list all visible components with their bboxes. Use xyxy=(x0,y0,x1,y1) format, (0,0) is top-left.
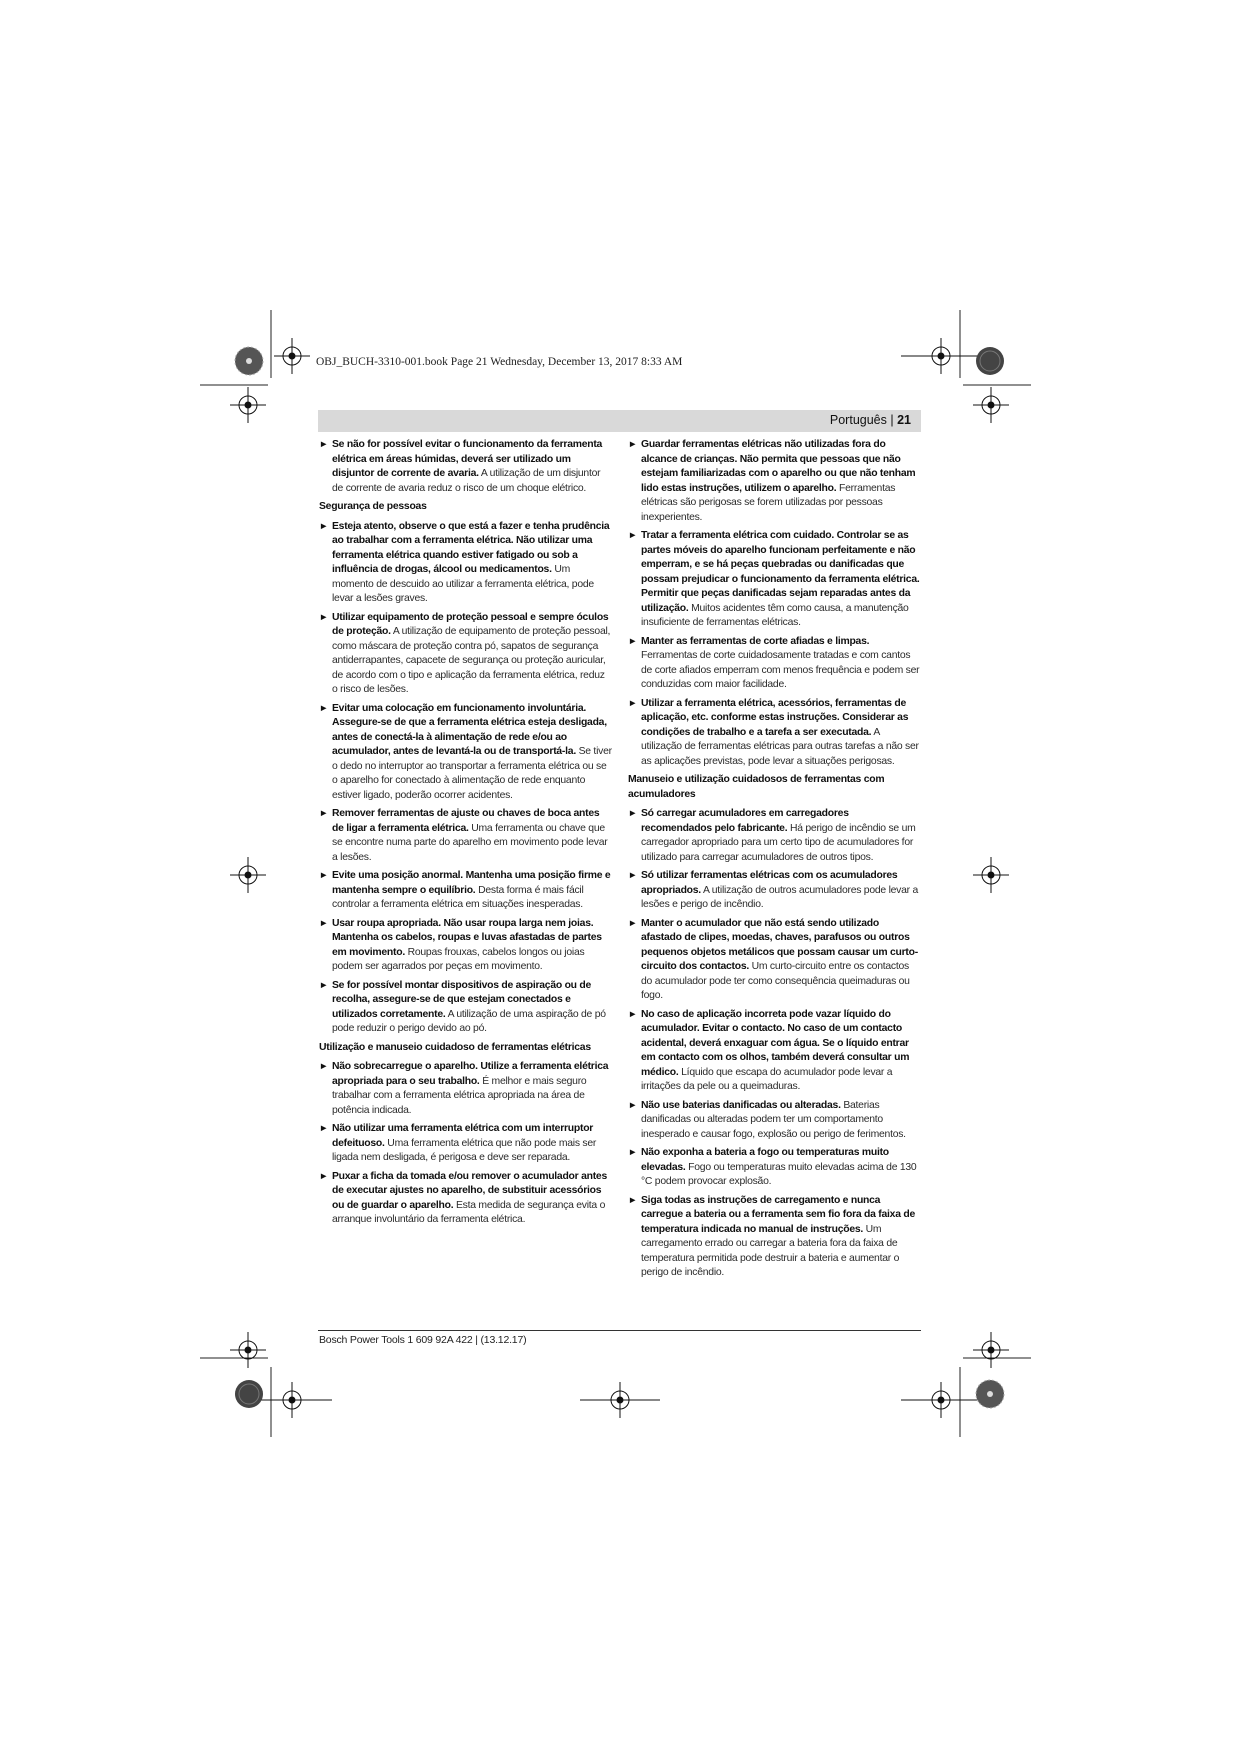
list-item xyxy=(628,438,921,525)
bullet-arrow-icon: ► xyxy=(628,635,638,647)
item-lead: Manter as ferramentas de corte afiadas e limpas. xyxy=(641,635,870,647)
bullet-arrow-icon: ► xyxy=(628,870,638,881)
bullet-arrow-icon: ► xyxy=(628,1008,638,1020)
item-body: A utilização de uma aspiração de pó pode reduzir o perigo devido ao pó. xyxy=(332,1008,606,1034)
list-item xyxy=(319,1122,612,1166)
bullet-arrow-icon: ► xyxy=(628,1147,638,1158)
bullet-arrow-icon: ► xyxy=(628,697,638,709)
bullet-arrow-icon: ► xyxy=(628,439,638,450)
list-item xyxy=(628,1194,921,1281)
list-item xyxy=(319,438,612,496)
header-separator: | xyxy=(890,413,894,427)
item-body: A utilização de outros acumuladores pode levar a lesões e perigo de incêndio. xyxy=(641,884,919,910)
list-item xyxy=(628,807,921,865)
list-item xyxy=(628,917,921,1004)
item-lead: Esteja atento, observe o que está a fazer e tenha prudência ao trabalhar com a ferramenta elétrica. Não utilizar uma ferramenta elétrica quando estiver fatigado ou sob a influência de drogas, álcool ou medicamentos. xyxy=(332,520,610,575)
list-item xyxy=(319,611,612,698)
bullet-arrow-icon: ► xyxy=(319,702,329,714)
list-item xyxy=(628,869,921,913)
bullet-arrow-icon: ► xyxy=(628,530,638,541)
item-body: Um carregamento errado ou carregar a bateria fora da faixa de temperatura permitida pode destruir a bateria e aumentar o perigo de incêndio. xyxy=(641,1223,900,1278)
bullet-arrow-icon: ► xyxy=(628,1194,638,1206)
item-lead: Manter o acumulador que não está sendo utilizado afastado de clipes, moedas, chaves, parafusos ou outros pequenos objetos metálicos que possam causar um curto-circuito dos contactos. xyxy=(641,917,918,972)
item-lead: Só carregar acumuladores em carregadores recomendados pelo fabricante. xyxy=(641,808,849,834)
page-footer: Bosch Power Tools 1 609 92A 422 | (13.12.17) xyxy=(319,1334,527,1346)
item-lead: Só utilizar ferramentas elétricas com os acumuladores apropriados. xyxy=(641,870,898,896)
item-body: Um momento de descuido ao utilizar a ferramenta elétrica, pode levar a lesões graves. xyxy=(332,564,594,604)
item-body: Ferramentas elétricas são perigosas se forem utilizadas por pessoas inexperientes. xyxy=(641,482,896,523)
item-body: Líquido que escapa do acumulador pode levar a irritações da pele ou a queimaduras. xyxy=(641,1066,893,1092)
bullet-arrow-icon: ► xyxy=(319,611,329,623)
item-body: Desta forma é mais fácil controlar a ferramenta elétrica em situações inesperadas. xyxy=(332,884,584,910)
bullet-arrow-icon: ► xyxy=(319,1061,329,1072)
header-language: Português xyxy=(829,413,887,427)
item-lead: Não use baterias danificadas ou alteradas. xyxy=(641,1099,841,1111)
list-item xyxy=(628,1008,921,1095)
item-body: A utilização de ferramentas elétricas para outras tarefas a não ser as aplicações previstas, pode levar a situações perigosas. xyxy=(641,726,919,767)
bullet-arrow-icon: ► xyxy=(319,439,329,450)
bullet-arrow-icon: ► xyxy=(628,917,638,929)
item-lead: Puxar a ficha da tomada e/ou remover o acumulador antes de executar ajustes no aparelho, de substituir acessórios ou de guardar o aparelho. xyxy=(332,1170,607,1211)
item-body: Roupas frouxas, cabelos longos ou joias podem ser agarrados por peças em movimento. xyxy=(332,946,585,972)
bullet-arrow-icon: ► xyxy=(319,520,329,532)
section-heading: Manuseio e utilização cuidadosos de ferramentas com acumuladores xyxy=(628,774,885,800)
item-lead: Siga todas as instruções de carregamento e nunca carregue a bateria ou a ferramenta sem fio fora da faixa de temperatura indicada no manual de instruções. xyxy=(641,1194,915,1235)
item-lead: Tratar a ferramenta elétrica com cuidado. Controlar se as partes móveis do aparelho funcionam perfeitamente e não emperram, e se há peças quebradas ou danificadas que possam prejudicar o funcionamento da ferramenta elétrica. Permitir que peças danificadas sejam reparadas antes da utilização. xyxy=(641,530,920,614)
item-lead: Evitar uma colocação em funcionamento involuntária. Assegure-se de que a ferramenta elétrica esteja desligada, antes de conectá-la à alimentação de rede e/ou ao acumulador, antes de levantá-la ou de transportá-la. xyxy=(332,702,607,757)
bullet-arrow-icon: ► xyxy=(628,1099,638,1111)
item-lead: Se for possível montar dispositivos de aspiração ou de recolha, assegure-se de que estejam conectados e utilizados corretamente. xyxy=(332,979,592,1020)
list-item xyxy=(628,635,921,693)
item-body: Há perigo de incêndio se um carregador apropriado para um certo tipo de acumuladores for utilizado para carregar acumuladores de outros tipos. xyxy=(641,822,916,863)
item-lead: Guardar ferramentas elétricas não utilizadas fora do alcance de crianças. Não permita que pessoas que não estejam familiarizadas com o aparelho ou que não tenham lido estas instruções, utilizem o aparelho. xyxy=(641,439,916,494)
item-lead: Se não for possível evitar o funcionamento da ferramenta elétrica em áreas húmidas, deverá ser utilizado um disjuntor de corrente de avaria. xyxy=(332,439,603,479)
item-lead: Não sobrecarregue o aparelho. Utilize a ferramenta elétrica apropriada para o seu trabalho. xyxy=(332,1061,609,1087)
list-item xyxy=(319,702,612,804)
section-heading: Segurança de pessoas xyxy=(319,501,427,512)
list-item xyxy=(628,697,921,770)
bullet-arrow-icon: ► xyxy=(319,870,329,881)
bullet-arrow-icon: ► xyxy=(628,808,638,819)
item-body: Muitos acidentes têm como causa, a manutenção insuficiente de ferramentas elétricas. xyxy=(641,602,909,628)
left-column xyxy=(319,438,612,1232)
item-body: Ferramentas de corte cuidadosamente tratadas e com cantos de corte afiados emperram com menos frequência e podem ser conduzidas com maior facilidade. xyxy=(641,650,920,690)
item-body: Se tiver o dedo no interruptor ao transportar a ferramenta elétrica ou se o aparelho for conectado à alimentação de rede enquanto estiver ligado, poderão ocorrer acidentes. xyxy=(332,746,612,801)
list-item xyxy=(319,917,612,975)
item-body: Baterias danificadas ou alteradas podem ter um comportamento inesperado e causar fogo, explosão ou perigo de ferimentos. xyxy=(641,1099,906,1140)
list-item xyxy=(628,1099,921,1143)
list-item xyxy=(319,520,612,607)
item-body: Um curto-circuito entre os contactos do acumulador pode ter como consequência queimaduras ou fogo. xyxy=(641,961,910,1001)
list-item xyxy=(319,807,612,865)
item-lead: Utilizar equipamento de proteção pessoal e sempre óculos de proteção. xyxy=(332,611,609,637)
item-body: Fogo ou temperaturas muito elevadas acima de 130 °C podem provocar explosão. xyxy=(641,1161,917,1187)
right-column xyxy=(628,438,921,1285)
section-heading: Utilização e manuseio cuidadoso de ferramentas elétricas xyxy=(319,1041,591,1053)
item-lead: No caso de aplicação incorreta pode vazar líquido do acumulador. Evitar o contacto. No caso de um contacto acidental, deverá enxaguar com água. Se o líquido entrar em contacto com os olhos, também deverá consultar um médico. xyxy=(641,1008,910,1078)
item-lead: Remover ferramentas de ajuste ou chaves de boca antes de ligar a ferramenta elétrica. xyxy=(332,808,600,834)
item-lead: Não utilizar uma ferramenta elétrica com um interruptor defeituoso. xyxy=(332,1123,594,1149)
bullet-arrow-icon: ► xyxy=(319,979,329,991)
list-item xyxy=(319,1170,612,1228)
running-header xyxy=(830,413,911,427)
print-slug: OBJ_BUCH-3310-001.book Page 21 Wednesday, December 13, 2017 8:33 AM xyxy=(316,356,683,368)
bullet-arrow-icon: ► xyxy=(319,808,329,819)
list-item xyxy=(628,529,921,631)
bullet-arrow-icon: ► xyxy=(319,1170,329,1182)
page-number: 21 xyxy=(897,413,911,427)
item-body: Esta medida de segurança evita o arranque involuntário da ferramenta elétrica. xyxy=(332,1199,606,1225)
item-body: Uma ferramenta elétrica que não pode mais ser ligada nem desligada, é perigosa e deve ser reparada. xyxy=(332,1137,597,1163)
item-lead: Evite uma posição anormal. Mantenha uma posição firme e mantenha sempre o equilíbrio. xyxy=(332,870,611,896)
list-item xyxy=(319,1060,612,1118)
bullet-arrow-icon: ► xyxy=(319,917,329,929)
footer-rule xyxy=(318,1330,921,1331)
item-body: A utilização de um disjuntor de corrente de avaria reduz o risco de um choque elétrico. xyxy=(332,468,601,494)
item-body: É melhor e mais seguro trabalhar com a ferramenta elétrica apropriada na área de potência indicada. xyxy=(332,1075,587,1116)
item-lead: Não exponha a bateria a fogo ou temperaturas muito elevadas. xyxy=(641,1147,889,1173)
item-lead: Usar roupa apropriada. Não usar roupa larga nem joias. Mantenha os cabelos, roupas e luvas afastadas de partes em movimento. xyxy=(332,917,602,958)
list-item xyxy=(628,1146,921,1190)
bullet-arrow-icon: ► xyxy=(319,1123,329,1134)
list-item xyxy=(319,869,612,913)
item-lead: Utilizar a ferramenta elétrica, acessórios, ferramentas de aplicação, etc. conforme estas instruções. Considerar as condições de trabalho e a tarefa a ser executada. xyxy=(641,697,909,738)
page-header-bar xyxy=(318,410,921,432)
item-body: A utilização de equipamento de proteção pessoal, como máscara de proteção contra pó, sapatos de segurança antiderrapantes, capacete de segurança ou proteção auricular, de acordo com o tipo e aplicação da ferramenta elétrica, reduz o risco de lesões. xyxy=(332,626,611,695)
item-body: Uma ferramenta ou chave que se encontre numa parte do aparelho em movimento pode levar a lesões. xyxy=(332,822,608,863)
list-item xyxy=(319,979,612,1037)
